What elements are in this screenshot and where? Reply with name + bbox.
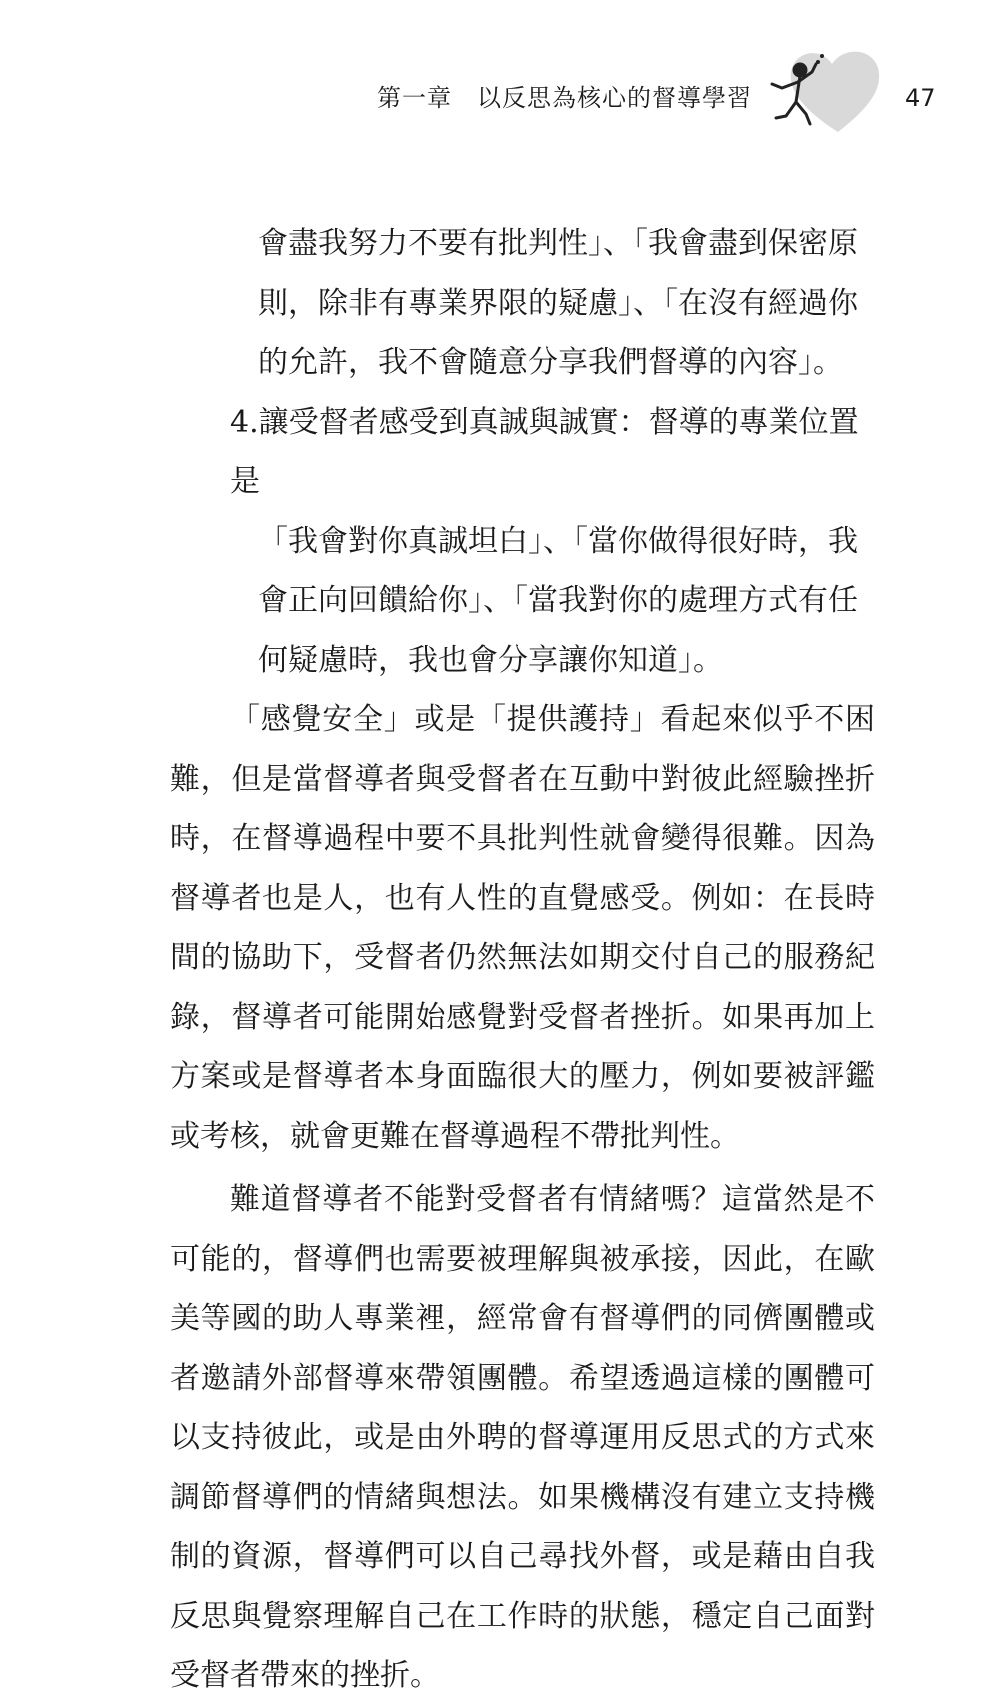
list-item-4-continuation: 「我會對你真誠坦白」、「當你做得很好時，我會正向回饋給你」、「當我對你的處理方式有任何疑慮時，我也會分享讓你知道」。 [258, 523, 858, 678]
chapter-title: 第一章 以反思為核心的督導學習 [377, 84, 752, 112]
main-text [170, 214, 875, 1706]
list-item-4-heading: 4.讓受督者感受到真誠與誠實：督導的專業位置是 [230, 404, 859, 499]
paragraph-1: 「感覺安全」或是「提供護持」看起來似乎不困難，但是當督導者與受督者在互動中對彼此經驗挫折時，在督導過程中要不具批判性就會變得很難。因為督導者也是人，也有人性的直覺感受。例如：在長時間的協助下，受督者仍然無法如期交付自己的服務紀錄，督導者可能開始感覺對受督者挫折。如果再加上方案或是督導者本身面臨很大的壓力，例如要被評鑑或考核，就會更難在督導過程不帶批判性。 [170, 702, 875, 1154]
paragraph-2: 難道督導者不能對受督者有情緒嗎？這當然是不可能的，督導們也需要被理解與被承接，因此，在歐美等國的助人專業裡，經常會有督導們的同儕團體或者邀請外部督導來帶領團體。希望透過這樣的團體可以支持彼此，或是由外聘的督導運用反思式的方式來調節督導們的情緒與想法。如果機構沒有建立支持機制的資源，督導們可以自己尋找外督，或是藉由自我反思與覺察理解自己在工作時的狀態，穩定自己面對受督者帶來的挫折。 [170, 1182, 875, 1693]
heart-dancer-illustration [760, 42, 890, 138]
list-item-3-continuation: 會盡我努力不要有批判性」、「我會盡到保密原則，除非有專業界限的疑慮」、「在沒有經過你的允許，我不會隨意分享我們督導的內容」。 [258, 226, 858, 380]
page-number: 47 [905, 84, 936, 112]
